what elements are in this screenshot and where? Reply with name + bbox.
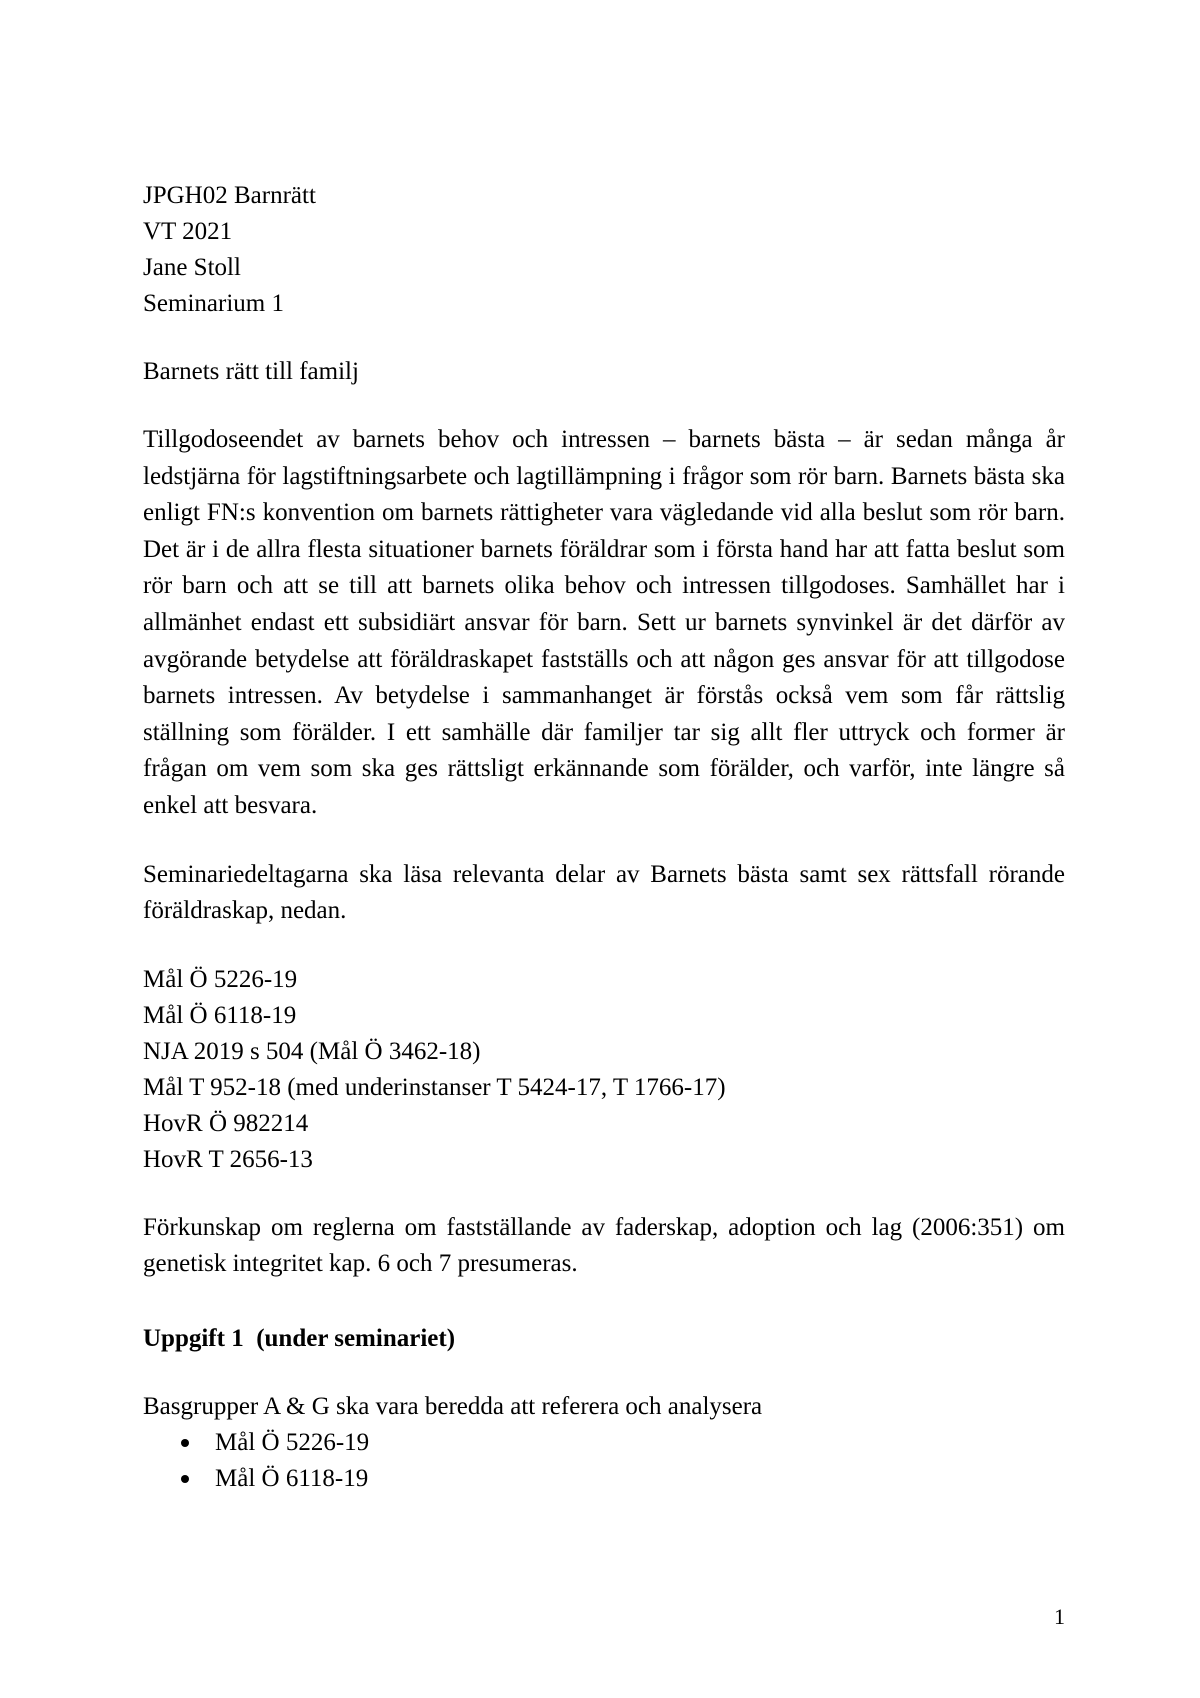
task-list-item bbox=[181, 1425, 1065, 1461]
document-page bbox=[143, 178, 1065, 1497]
task-item-list bbox=[143, 1425, 1065, 1497]
reading-paragraph: Seminariedeltagarna ska läsa relevanta delar av Barnets bästa samt sex rättsfall rörande föräldraskap, nedan. bbox=[143, 860, 1065, 925]
case-item: Mål Ö 6118-19 bbox=[143, 1001, 297, 1029]
bullet-icon bbox=[181, 1475, 189, 1483]
intro-paragraph: Tillgodoseendet av barnets behov och intressen – barnets bästa – är sedan många år ledstjärna för lagstiftningsarbete och lagtillämpning i frågor som rör barn. Barnets bästa ska enligt FN:s konvention om barnets rättigheter vara vägledande vid alla beslut som rör barn. Det är i de allra flesta situationer barnets föräldrar som i första hand har att fatta beslut som rör barn och att se till att barnets olika behov och intressen tillgodoses. Samhället har i allmänhet endast ett subsidiärt ansvar för barn. Sett ur barnets synvinkel är det därför av avgörande betydelse att föräldraskapet fastställs och att någon ges ansvar för att tillgodose barnets intressen. Av betydelse i sammanhanget är förstås också vem som får rättslig ställning som förälder. I ett samhälle där familjer tar sig allt fler uttryck och former är frågan om vem som ska ges rättsligt erkännande som förälder, och varför, inte längre så enkel att besvara. bbox=[143, 426, 1065, 819]
seminar-label: Seminarium 1 bbox=[143, 290, 284, 317]
bullet-icon bbox=[181, 1439, 189, 1447]
task-heading: Uppgift 1 (under seminariet) bbox=[143, 1324, 456, 1352]
task-list-item bbox=[181, 1461, 1065, 1497]
case-item: NJA 2019 s 504 (Mål Ö 3462-18) bbox=[143, 1037, 481, 1065]
document-header bbox=[143, 178, 1065, 322]
case-item: Mål T 952-18 (med underinstanser T 5424-17, T 1766-17) bbox=[143, 1073, 726, 1101]
task-item-label: Mål Ö 5226-19 bbox=[215, 1428, 370, 1456]
case-list bbox=[143, 962, 1065, 1178]
page-number: 1 bbox=[1054, 1604, 1065, 1629]
course-code: JPGH02 Barnrätt bbox=[143, 182, 316, 209]
document-title: Barnets rätt till familj bbox=[143, 358, 359, 385]
task-instruction: Basgrupper A & G ska vara beredda att referera och analysera bbox=[143, 1392, 763, 1420]
case-item: HovR Ö 982214 bbox=[143, 1109, 309, 1137]
case-item: HovR T 2656-13 bbox=[143, 1145, 313, 1173]
task-item-label: Mål Ö 6118-19 bbox=[215, 1464, 369, 1492]
case-item: Mål Ö 5226-19 bbox=[143, 965, 298, 993]
term: VT 2021 bbox=[143, 218, 233, 245]
prerequisite-paragraph: Förkunskap om reglerna om fastställande av faderskap, adoption och lag (2006:351) om genetisk integritet kap. 6 och 7 presumeras. bbox=[143, 1213, 1065, 1278]
teacher-name: Jane Stoll bbox=[143, 254, 241, 281]
